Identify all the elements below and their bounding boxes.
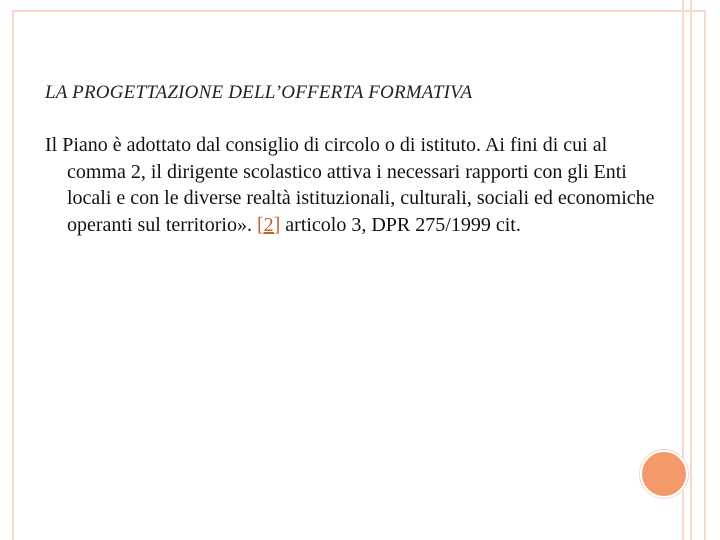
slide-body-text	[45, 132, 667, 238]
body-text-after-link: articolo 3, DPR 275/1999 cit.	[280, 213, 521, 236]
body-text-before-link: Il Piano è adottato dal consiglio di circolo o di istituto. Ai fini di cui al comma 2, il dirigente scolastico attiva i necessari rapporti con gli Enti locali e con le diverse realtà istituzionali, culturali, sociali ed economiche operanti sul territorio».	[45, 134, 655, 236]
slide-title: LA PROGETTAZIONE DELL’OFFERTA FORMATIVA	[45, 82, 473, 103]
decorative-circle	[640, 450, 688, 498]
reference-link[interactable]: [2]	[256, 213, 281, 236]
right-decorative-line	[690, 0, 692, 540]
